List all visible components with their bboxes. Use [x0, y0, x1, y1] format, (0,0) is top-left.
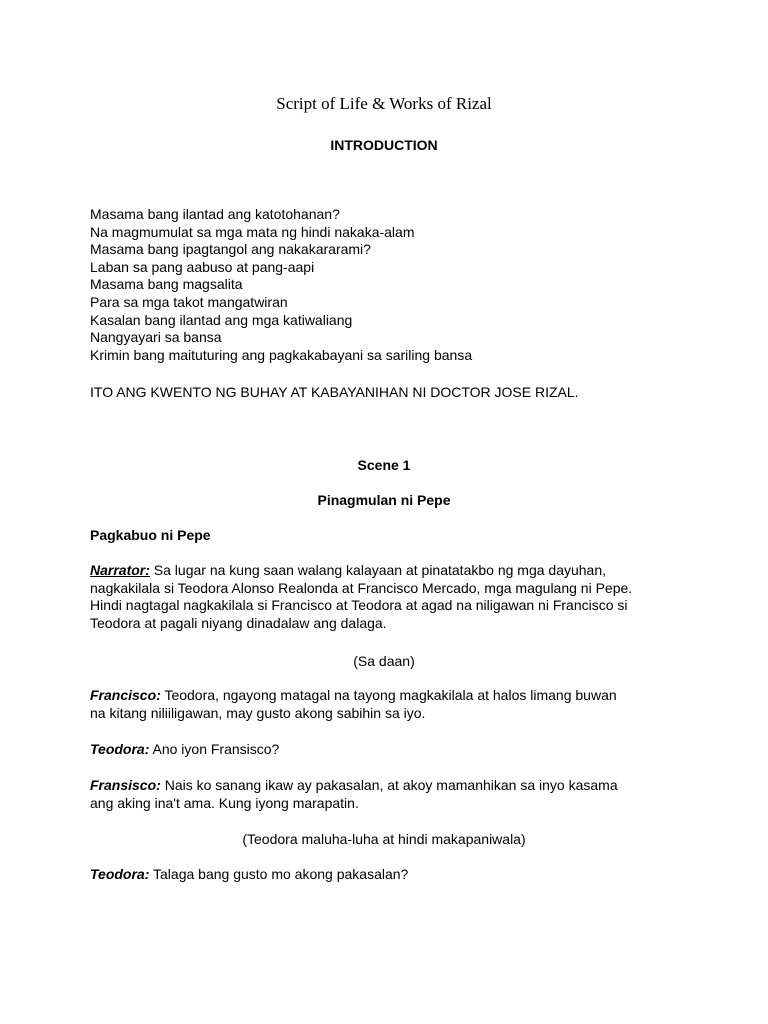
stage-direction: (Sa daan): [353, 653, 415, 669]
teodora-dialogue: [90, 866, 690, 884]
stage-direction: (Teodora maluha-luha at hindi makapaniwala): [242, 831, 526, 847]
speaker-label: Teodora:: [90, 741, 150, 757]
poem-line: Kasalan bang ilantad ang mga katiwaliang: [90, 311, 353, 328]
dialogue-text: Nais ko sanang ikaw ay pakasalan, at akoy mamanhikan sa inyo kasama: [164, 777, 618, 793]
poem-line: Na magmumulat sa mga mata ng hindi nakaka-alam: [90, 223, 415, 240]
dialogue-text: nagkakilala si Teodora Alonso Realonda at Francisco Mercado, mga magulang ni Pepe.: [90, 579, 633, 596]
dialogue-text: Ano iyon Fransisco?: [152, 741, 280, 757]
speaker-label: Fransisco:: [90, 777, 161, 793]
scene-title: Pinagmulan ni Pepe: [317, 492, 451, 508]
poem-block: [90, 206, 690, 364]
dialogue-text: Hindi nagtagal nagkakilala si Francisco at Teodora at agad na niligawan ni Francisco si: [90, 597, 628, 614]
fransisco-dialogue: [90, 777, 690, 812]
poem-line: Masama bang ipagtangol ang nakakararami?: [90, 241, 371, 258]
story-intro: ITO ANG KWENTO NG BUHAY AT KABAYANIHAN NI DOCTOR JOSE RIZAL.: [90, 384, 579, 400]
dialogue-text: Teodora, ngayong matagal na tayong magkakilala at halos limang buwan: [164, 687, 617, 703]
dialogue-text: Talaga bang gusto mo akong pakasalan?: [153, 866, 409, 882]
poem-line: Masama bang magsalita: [90, 276, 243, 293]
speaker-label: Francisco:: [90, 687, 161, 703]
poem-line: Nangyayari sa bansa: [90, 329, 222, 346]
introduction-heading: INTRODUCTION: [330, 137, 438, 153]
teodora-dialogue: [90, 741, 690, 759]
poem-line: Para sa mga takot mangatwiran: [90, 293, 288, 310]
poem-line: Masama bang ilantad ang katotohanan?: [90, 206, 340, 222]
poem-line: Laban sa pang aabuso at pang-aapi: [90, 258, 315, 275]
poem-line: Krimin bang maituturing ang pagkakabayani sa sariling bansa: [90, 346, 473, 363]
section-heading: Pagkabuo ni Pepe: [90, 527, 211, 543]
speaker-label: Narrator:: [90, 562, 150, 578]
francisco-dialogue: [90, 687, 690, 722]
scene-heading: Scene 1: [357, 457, 411, 473]
narrator-paragraph: [90, 562, 690, 632]
dialogue-text: ang aking ina't ama. Kung iyong marapatin.: [90, 794, 359, 811]
speaker-label: Teodora:: [90, 866, 150, 882]
document-title: Script of Life & Works of Rizal: [276, 94, 492, 113]
dialogue-text: Sa lugar na kung saan walang kalayaan at pinatatakbo ng mga dayuhan,: [153, 562, 607, 578]
dialogue-text: Teodora at pagali niyang dinadalaw ang dalaga.: [90, 614, 387, 631]
dialogue-text: na kitang niliiligawan, may gusto akong sabihin sa iyo.: [90, 704, 426, 721]
